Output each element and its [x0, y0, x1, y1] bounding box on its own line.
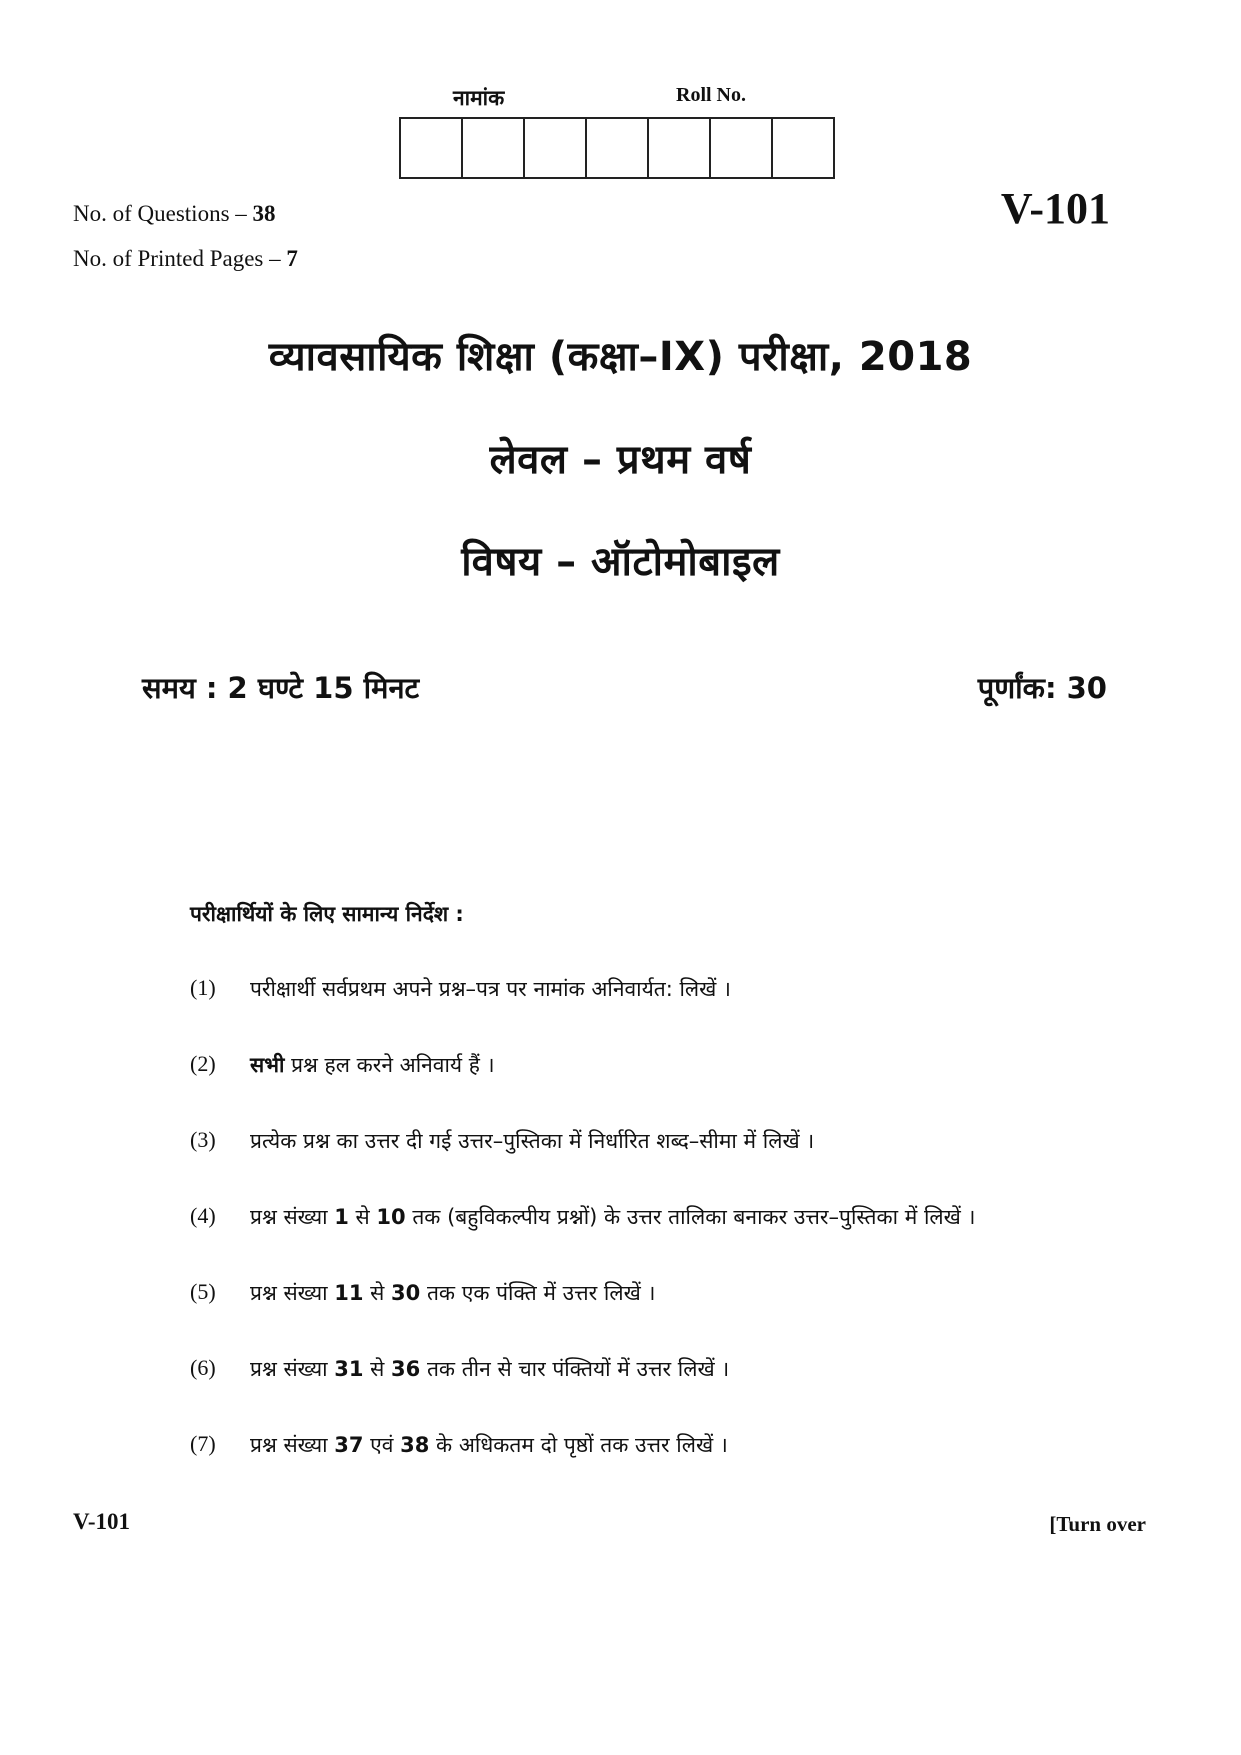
instruction-text-part: तक एक पंक्ति में उत्तर लिखें ।: [420, 1281, 656, 1305]
instruction-text-part: से: [363, 1281, 392, 1305]
instruction-number: (6): [190, 1355, 216, 1380]
instruction-text: [250, 1355, 729, 1383]
instruction-emphasis: 10: [376, 1205, 406, 1229]
roll-number-box: [401, 119, 463, 177]
number-of-printed-pages: [73, 246, 298, 272]
instructions-list: [190, 975, 1190, 1507]
instruction-number: (4): [190, 1203, 216, 1228]
pages-label: No. of Printed Pages –: [73, 246, 287, 271]
instruction-text-part: प्रश्न हल करने अनिवार्य हैं ।: [284, 1053, 495, 1077]
roll-number-label-english: Roll No.: [676, 84, 746, 106]
instruction-text-part: के अधिकतम दो पृष्ठों तक उत्तर लिखें ।: [429, 1433, 728, 1457]
level-title: लेवल – प्रथम वर्ष: [489, 437, 752, 483]
exam-title: व्यावसायिक शिक्षा (कक्षा–IX) परीक्षा, 2018: [268, 334, 973, 380]
footer-paper-code: V-101: [73, 1509, 131, 1534]
instruction-text-part: प्रश्न संख्या: [250, 1357, 335, 1381]
instruction-text: [250, 1051, 495, 1079]
instruction-number: (3): [190, 1127, 216, 1152]
instruction-item: [190, 1051, 1190, 1127]
instruction-emphasis: 36: [391, 1357, 421, 1381]
questions-value: 38: [252, 201, 276, 226]
subject-title: विषय – ऑटोमोबाइल: [461, 539, 780, 585]
instruction-item: [190, 1203, 1190, 1279]
number-of-questions: [73, 201, 276, 227]
instruction-number: (2): [190, 1051, 216, 1076]
instruction-number: (7): [190, 1431, 216, 1456]
maximum-marks: पूर्णांक: 30: [977, 671, 1107, 705]
instruction-text: [250, 1279, 655, 1307]
roll-number-box: [711, 119, 773, 177]
instruction-text: [250, 975, 731, 1003]
instruction-emphasis: 37: [334, 1433, 364, 1457]
instruction-emphasis: 31: [334, 1357, 364, 1381]
instruction-text-part: प्रश्न संख्या: [250, 1281, 335, 1305]
instruction-text-part: प्रश्न संख्या: [250, 1205, 335, 1229]
instruction-emphasis: 11: [334, 1281, 364, 1305]
instruction-item: [190, 1355, 1190, 1431]
instruction-text-part: परीक्षार्थी सर्वप्रथम अपने प्रश्न–पत्र पर नामांक अनिवार्यत: लिखें ।: [250, 977, 731, 1001]
exam-time: समय : 2 घण्टे 15 मिनट: [142, 671, 420, 705]
instruction-emphasis: 38: [400, 1433, 430, 1457]
instruction-item: [190, 1279, 1190, 1355]
paper-code: V-101: [1000, 184, 1110, 233]
instruction-text-part: से: [363, 1357, 392, 1381]
instruction-number: (5): [190, 1279, 216, 1304]
instructions-heading: परीक्षार्थियों के लिए सामान्य निर्देश :: [190, 902, 464, 926]
roll-number-boxes: [399, 117, 835, 179]
turn-over-note: [Turn over: [1049, 1512, 1146, 1536]
instruction-text-part: तक (बहुविकल्पीय प्रश्नों) के उत्तर तालिका बनाकर उत्तर–पुस्तिका में लिखें ।: [405, 1205, 976, 1229]
pages-value: 7: [286, 246, 298, 271]
instruction-emphasis: 30: [391, 1281, 421, 1305]
instruction-emphasis: 1: [334, 1205, 349, 1229]
instruction-text-part: प्रत्येक प्रश्न का उत्तर दी गई उत्तर–पुस्तिका में निर्धारित शब्द–सीमा में लिखें ।: [250, 1129, 815, 1153]
instruction-text: [250, 1203, 976, 1231]
roll-number-box: [773, 119, 833, 177]
roll-number-label-hindi: नामांक: [453, 86, 505, 110]
instruction-text-part: प्रश्न संख्या: [250, 1433, 335, 1457]
instruction-item: [190, 1127, 1190, 1203]
instruction-text-part: तक तीन से चार पंक्तियों में उत्तर लिखें ।: [420, 1357, 730, 1381]
roll-number-box: [463, 119, 525, 177]
instruction-number: (1): [190, 975, 216, 1000]
instruction-emphasis: सभी: [250, 1053, 285, 1077]
roll-number-box: [525, 119, 587, 177]
roll-number-box: [649, 119, 711, 177]
roll-number-box: [587, 119, 649, 177]
instruction-text-part: एवं: [363, 1433, 401, 1457]
instruction-text-part: से: [348, 1205, 377, 1229]
instruction-text: [250, 1431, 728, 1459]
instruction-text: [250, 1127, 814, 1155]
instruction-item: [190, 975, 1190, 1051]
questions-label: No. of Questions –: [73, 201, 253, 226]
instruction-item: [190, 1431, 1190, 1507]
